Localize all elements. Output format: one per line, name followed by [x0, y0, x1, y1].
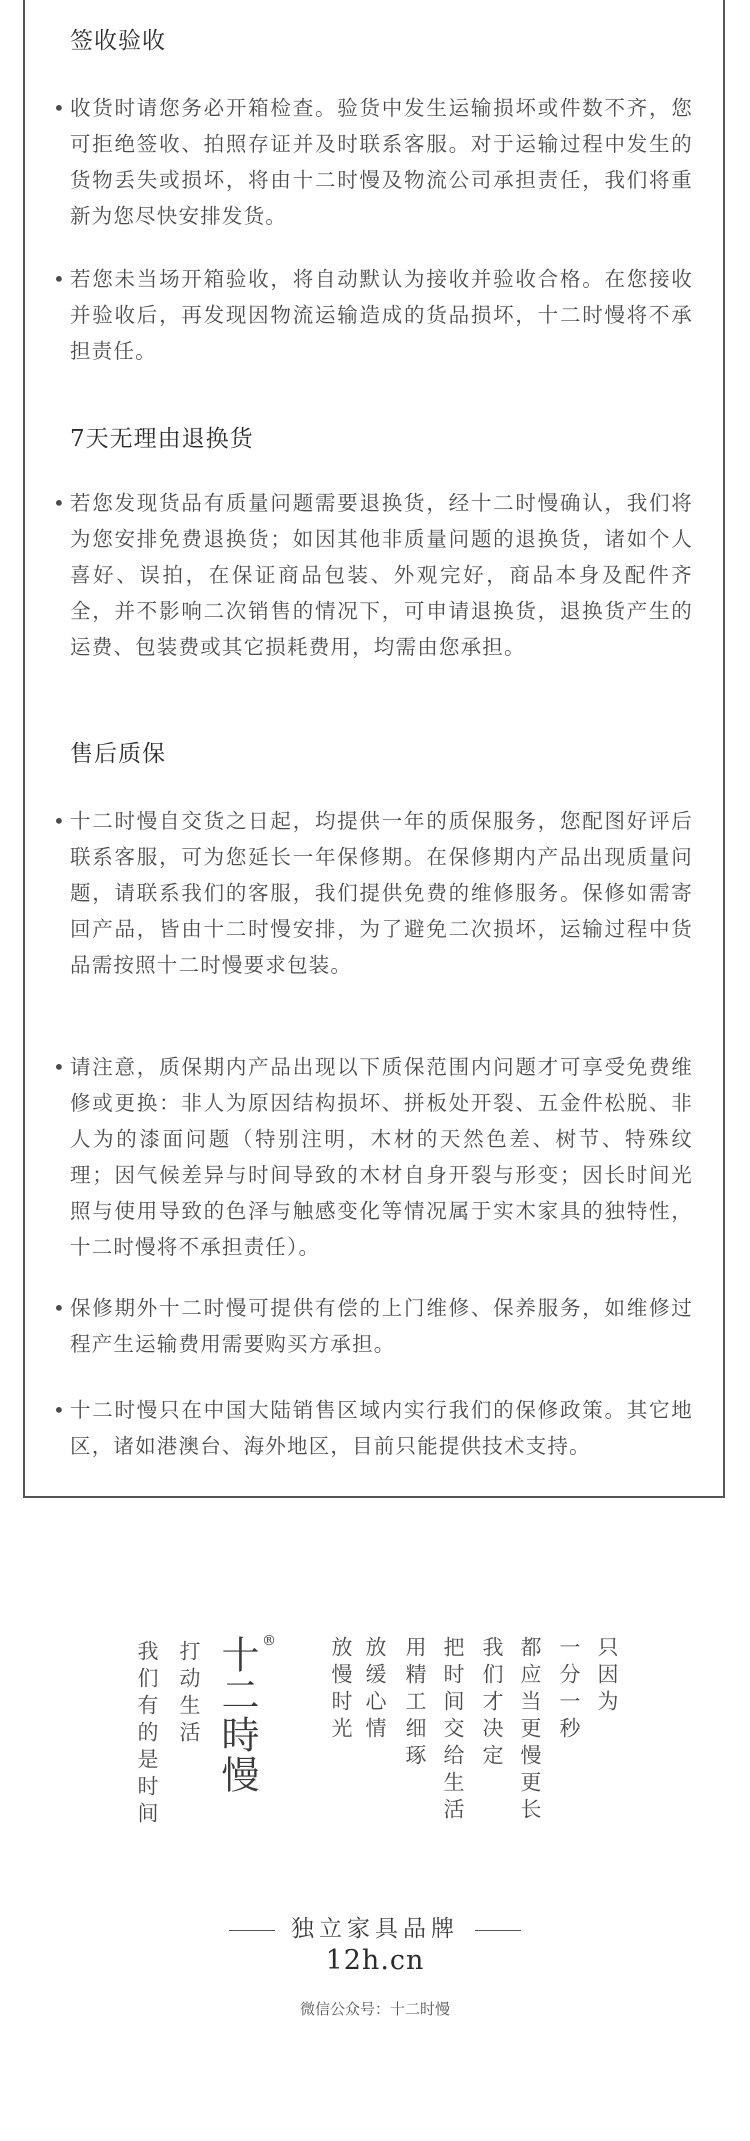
poem-col-6: 都应当更慢更长	[518, 1636, 542, 1825]
poem-col-2: 放缓心情	[363, 1636, 387, 1744]
section-title-returns: 7天无理由退换货	[70, 426, 254, 452]
list-item	[53, 90, 693, 234]
list-item-text: 若您发现货品有质量问题需要退换货，经十二时慢确认，我们将为您安排免费退换货；如因其他非质量问题的退换货，诸如个人喜好、误拍，在保证商品包装、外观完好，商品本身及配件齐全，并不影响二次销售的情况下，可申请退换货，退换货产生的运费、包装费或其它损耗费用，均需由您承担。	[70, 491, 693, 659]
bullet-dot: •	[53, 1296, 66, 1320]
section-title-receiving: 签收验收	[70, 28, 166, 54]
brand-logo: 十二時慢	[215, 1635, 259, 1795]
list-item	[53, 1290, 693, 1362]
divider-line	[229, 1930, 275, 1931]
wechat-account: 微信公众号：十二时慢	[299, 2000, 450, 2018]
poem-col-4: 把时间交给生活	[441, 1636, 465, 1825]
poem-col-3: 用精工细琢	[403, 1636, 427, 1771]
bullet-dot: •	[53, 491, 66, 515]
brand-slogan-col-2: 打动生活	[177, 1640, 201, 1748]
poem-col-7: 一分一秒	[557, 1636, 581, 1744]
registered-mark: ®	[262, 1633, 276, 1649]
list-item	[53, 485, 693, 665]
brand-tagline	[0, 1910, 750, 1943]
list-item-text: 若您未当场开箱验收，将自动默认为接收并验收合格。在您接收并验收后，再发现因物流运输造成的货品损坏，十二时慢将不承担责任。	[70, 267, 693, 363]
list-item	[53, 803, 693, 983]
bullet-dot: •	[53, 1398, 66, 1422]
bullet-dot: •	[53, 267, 66, 291]
tagline-text: 独立家具品牌	[291, 1916, 459, 1942]
list-item-text: 保修期外十二时慢可提供有偿的上门维修、保养服务，如维修过程产生运输费用需要购买方承担。	[70, 1296, 693, 1356]
list-item-text: 十二时慢只在中国大陆销售区域内实行我们的保修政策。其它地区，诸如港澳台、海外地区，目前只能提供技术支持。	[70, 1398, 693, 1458]
divider-line	[475, 1930, 521, 1931]
poem-col-5: 我们才决定	[480, 1636, 504, 1771]
website-url: 12h.cn	[325, 1945, 425, 1976]
bullet-dot: •	[53, 1055, 66, 1079]
list-item-text: 收货时请您务必开箱检查。验货中发生运输损坏或件数不齐，您可拒绝签收、拍照存证并及时联系客服。对于运输过程中发生的货物丢失或损坏，将由十二时慢及物流公司承担责任，我们将重新为您尽快安排发货。	[70, 96, 693, 228]
section-title-warranty: 售后质保	[70, 741, 166, 767]
list-item-text: 十二时慢自交货之日起，均提供一年的质保服务，您配图好评后联系客服，可为您延长一年保修期。在保修期内产品出现质量问题，请联系我们的客服，我们提供免费的维修服务。保修如需寄回产品，皆由十二时慢安排，为了避免二次损坏，运输过程中货品需按照十二时慢要求包装。	[70, 809, 693, 977]
poem-col-1: 放慢时光	[329, 1636, 353, 1744]
poem-col-8: 只因为	[595, 1636, 619, 1717]
bullet-dot: •	[53, 96, 66, 120]
list-item	[53, 261, 693, 369]
bullet-dot: •	[53, 809, 66, 833]
brand-slogan-col-1: 我们有的是时间	[135, 1640, 159, 1829]
list-item	[53, 1392, 693, 1464]
list-item	[53, 1049, 693, 1265]
list-item-text: 请注意，质保期内产品出现以下质保范围内问题才可享受免费维修或更换：非人为原因结构损坏、拼板处开裂、五金件松脱、非人为的漆面问题（特别注明，木材的天然色差、树节、特殊纹理；因气候差异与时间导致的木材自身开裂与形变；因长时间光照与使用导致的色泽与触感变化等情况属于实木家具的独特性，十二时慢将不承担责任）。	[70, 1055, 693, 1259]
